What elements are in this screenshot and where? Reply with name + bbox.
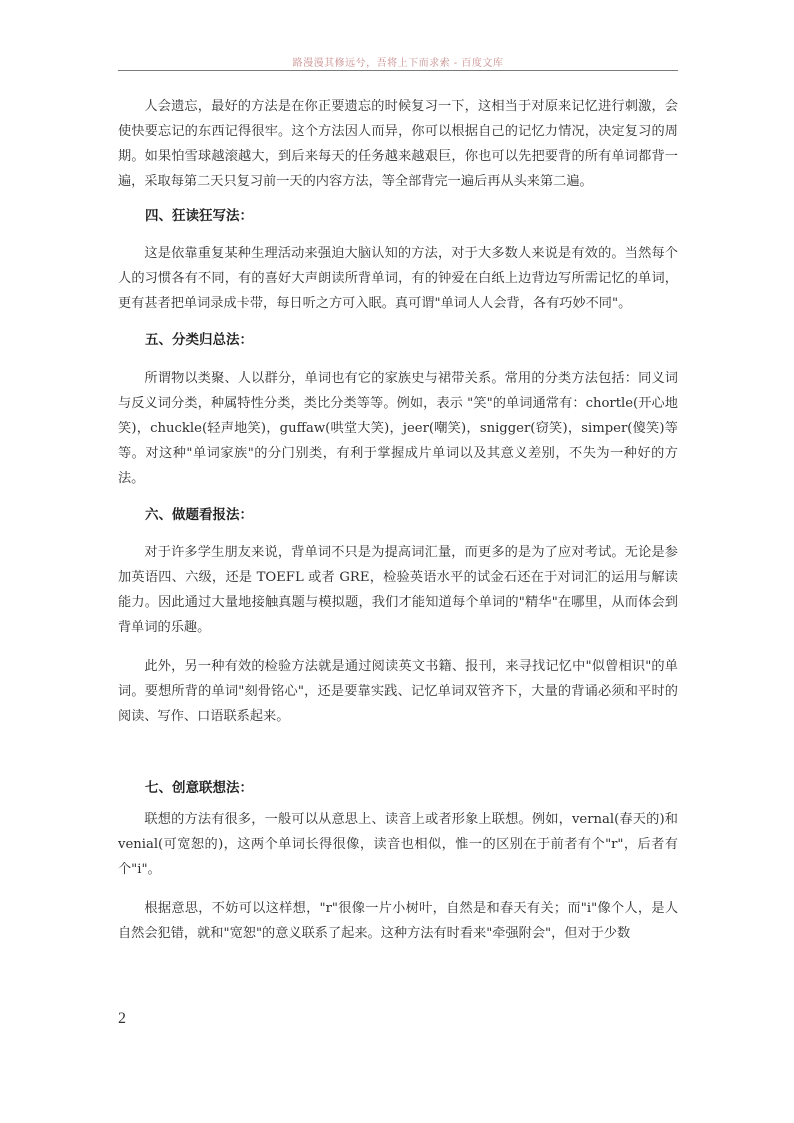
paragraph: 人会遗忘，最好的方法是在你正要遗忘的时候复习一下，这相当于对原来记忆进行刺激，会使快要忘记的东西记得很牢。这个方法因人而异，你可以根据自己的记忆力情况，决定复习的周期。如果怕雪球越滚越大，到后来每天的任务越来越艰巨，你也可以先把要背的所有单词都背一遍，采取每第二天只复习前一天的内容方法，等全部背完一遍后再从头来第二遍。	[118, 99, 678, 189]
page-header: 路漫漫其修远兮，吾将上下而求索 - 百度文库	[292, 58, 504, 69]
paragraph: 这是依靠重复某种生理活动来强迫大脑认知的方法，对于大多数人来说是有效的。当然每个人的习惯各有不同，有的喜好大声朗读所背单词，有的钟爱在白纸上边背边写所需记忆的单词，更有甚者把单词录成卡带，每日听之方可入眠。真可谓"单词人人会背，各有巧妙不同"。	[118, 246, 678, 311]
document-body	[118, 94, 678, 946]
header-rule	[118, 70, 678, 71]
section-heading-6: 六、做题看报法：	[145, 507, 253, 523]
paragraph: 此外，另一种有效的检验方法就是通过阅读英文书籍、报刊，来寻找记忆中"似曾相识"的单词。要想所背的单词"刻骨铭心"，还是要靠实践、记忆单词双管齐下，大量的背诵必须和平时的阅读、写作、口语联系起来。	[118, 659, 678, 724]
paragraph: 联想的方法有很多，一般可以从意思上、读音上或者形象上联想。例如，vernal(春天的)和 venial(可宽恕的)，这两个单词长得很像，读音也相似，惟一的区别在于前者有个"r"，后者有个"i"。	[118, 812, 678, 877]
paragraph: 所谓物以类聚、人以群分，单词也有它的家族史与裙带关系。常用的分类方法包括：同义词与反义词分类，种属特性分类，类比分类等等。例如，表示 "笑"的单词通常有：chortle(开心地笑)，chuckle(轻声地笑)，guffaw(哄堂大笑)，jeer(嘲笑)，snigger(窃笑)，simper(傻笑)等等。对这种"单词家族"的分门别类，有利于掌握成片单词以及其意义差别，不失为一种好的方法。	[118, 371, 678, 486]
section-heading-7: 七、创意联想法：	[145, 780, 253, 796]
paragraph: 对于许多学生朋友来说，背单词不只是为提高词汇量，而更多的是为了应对考试。无论是参加英语四、六级，还是 TOEFL 或者 GRE，检验英语水平的试金石还在于对词汇的运用与解读能力。因此通过大量地接触真题与模拟题，我们才能知道每个单词的"精华"在哪里，从而体会到背单词的乐趣。	[118, 545, 678, 635]
page-number: 2	[118, 1010, 126, 1027]
paragraph: 根据意思，不妨可以这样想，"r"很像一片小树叶，自然是和春天有关；而"i"像个人，是人自然会犯错，就和"宽恕"的意义联系了起来。这种方法有时看来"牵强附会"，但对于少数	[118, 901, 678, 941]
section-heading-4: 四、狂读狂写法：	[145, 208, 253, 224]
section-heading-5: 五、分类归总法：	[145, 332, 253, 348]
